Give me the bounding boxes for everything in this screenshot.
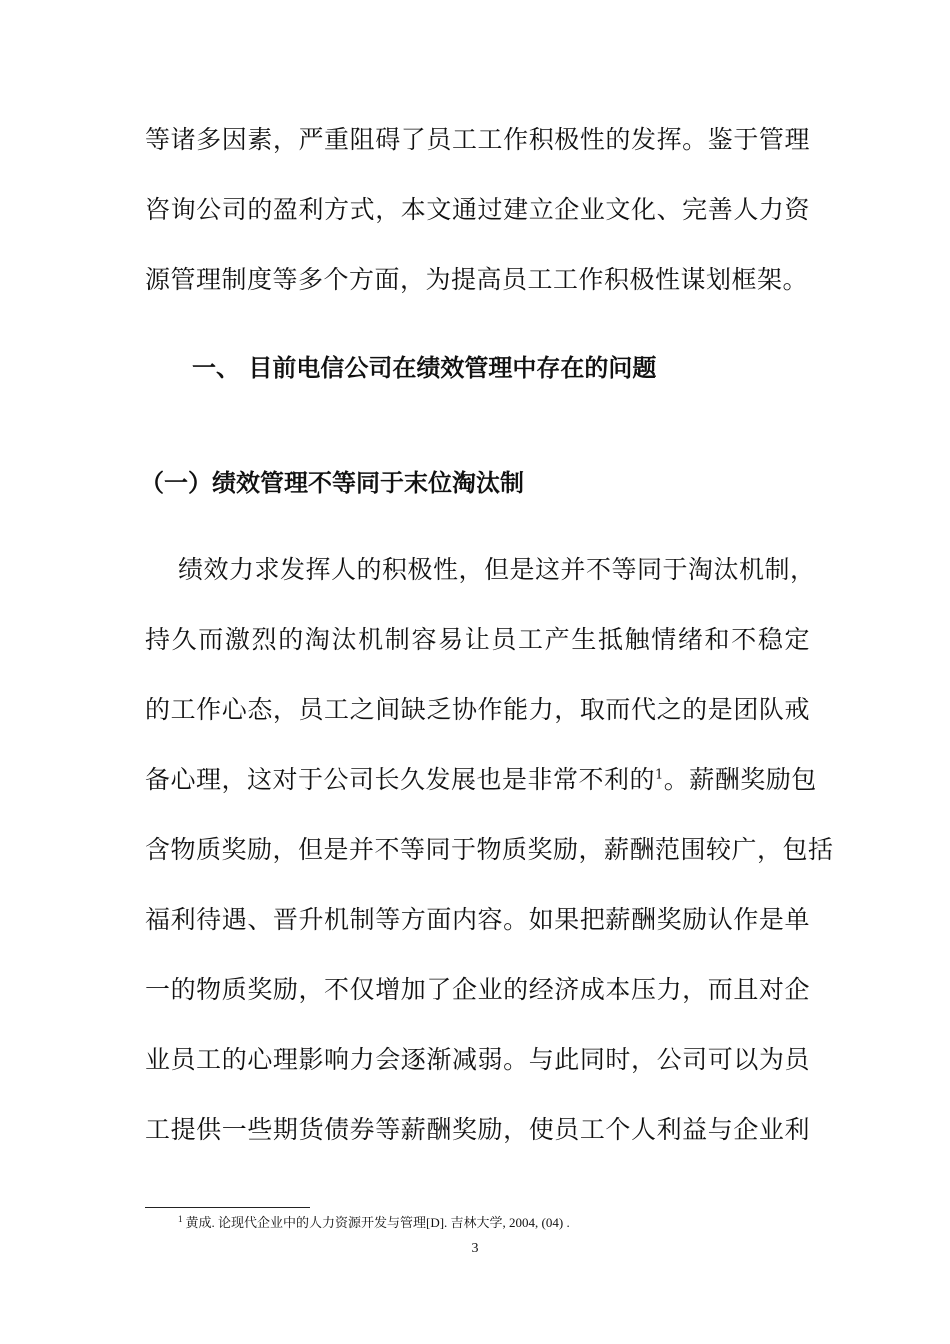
body-text-line: 的工作心态，员工之间缺乏协作能力，取而代之的是团队戒 <box>145 695 810 724</box>
body-text-line: 一的物质奖励，不仅增加了企业的经济成本压力，而且对企 <box>145 975 810 1004</box>
body-text-segment: 备心理，这对于公司长久发展也是非常不利的 <box>145 765 656 794</box>
subsection-heading: （一）绩效管理不等同于末位淘汰制 <box>140 469 524 497</box>
section-heading: 一、 目前电信公司在绩效管理中存在的问题 <box>192 354 657 382</box>
footnote-text: 黄成. 论现代企业中的人力资源开发与管理[D]. 吉林大学, 2004, (04) . <box>185 1215 570 1230</box>
footnote <box>178 1214 570 1232</box>
body-text-line: 等诸多因素，严重阻碍了员工工作积极性的发挥。鉴于管理 <box>145 125 810 154</box>
body-text-line: 福利待遇、晋升机制等方面内容。如果把薪酬奖励认作是单 <box>145 905 810 934</box>
footnote-reference[interactable]: 1 <box>655 767 664 783</box>
body-text-line: 源管理制度等多个方面，为提高员工工作积极性谋划框架。 <box>145 265 809 294</box>
page-number: 3 <box>471 1241 479 1256</box>
body-text-line: 含物质奖励，但是并不等同于物质奖励，薪酬范围较广，包括 <box>145 835 834 864</box>
body-text-line-with-footnote-ref <box>145 764 817 796</box>
body-text-segment: 。薪酬奖励包 <box>663 765 817 794</box>
body-text-line: 咨询公司的盈利方式，本文通过建立企业文化、完善人力资 <box>145 195 810 224</box>
body-text-line: 绩效力求发挥人的积极性，但是这并不等同于淘汰机制， <box>178 555 816 584</box>
body-text-line: 业员工的心理影响力会逐渐减弱。与此同时，公司可以为员 <box>145 1045 810 1074</box>
body-text-line: 工提供一些期货债券等薪酬奖励，使员工个人利益与企业利 <box>145 1115 810 1144</box>
body-text-line: 持久而激烈的淘汰机制容易让员工产生抵触情绪和不稳定 <box>145 625 810 654</box>
footnote-mark: 1 <box>178 1213 183 1224</box>
footnote-separator <box>145 1207 310 1208</box>
